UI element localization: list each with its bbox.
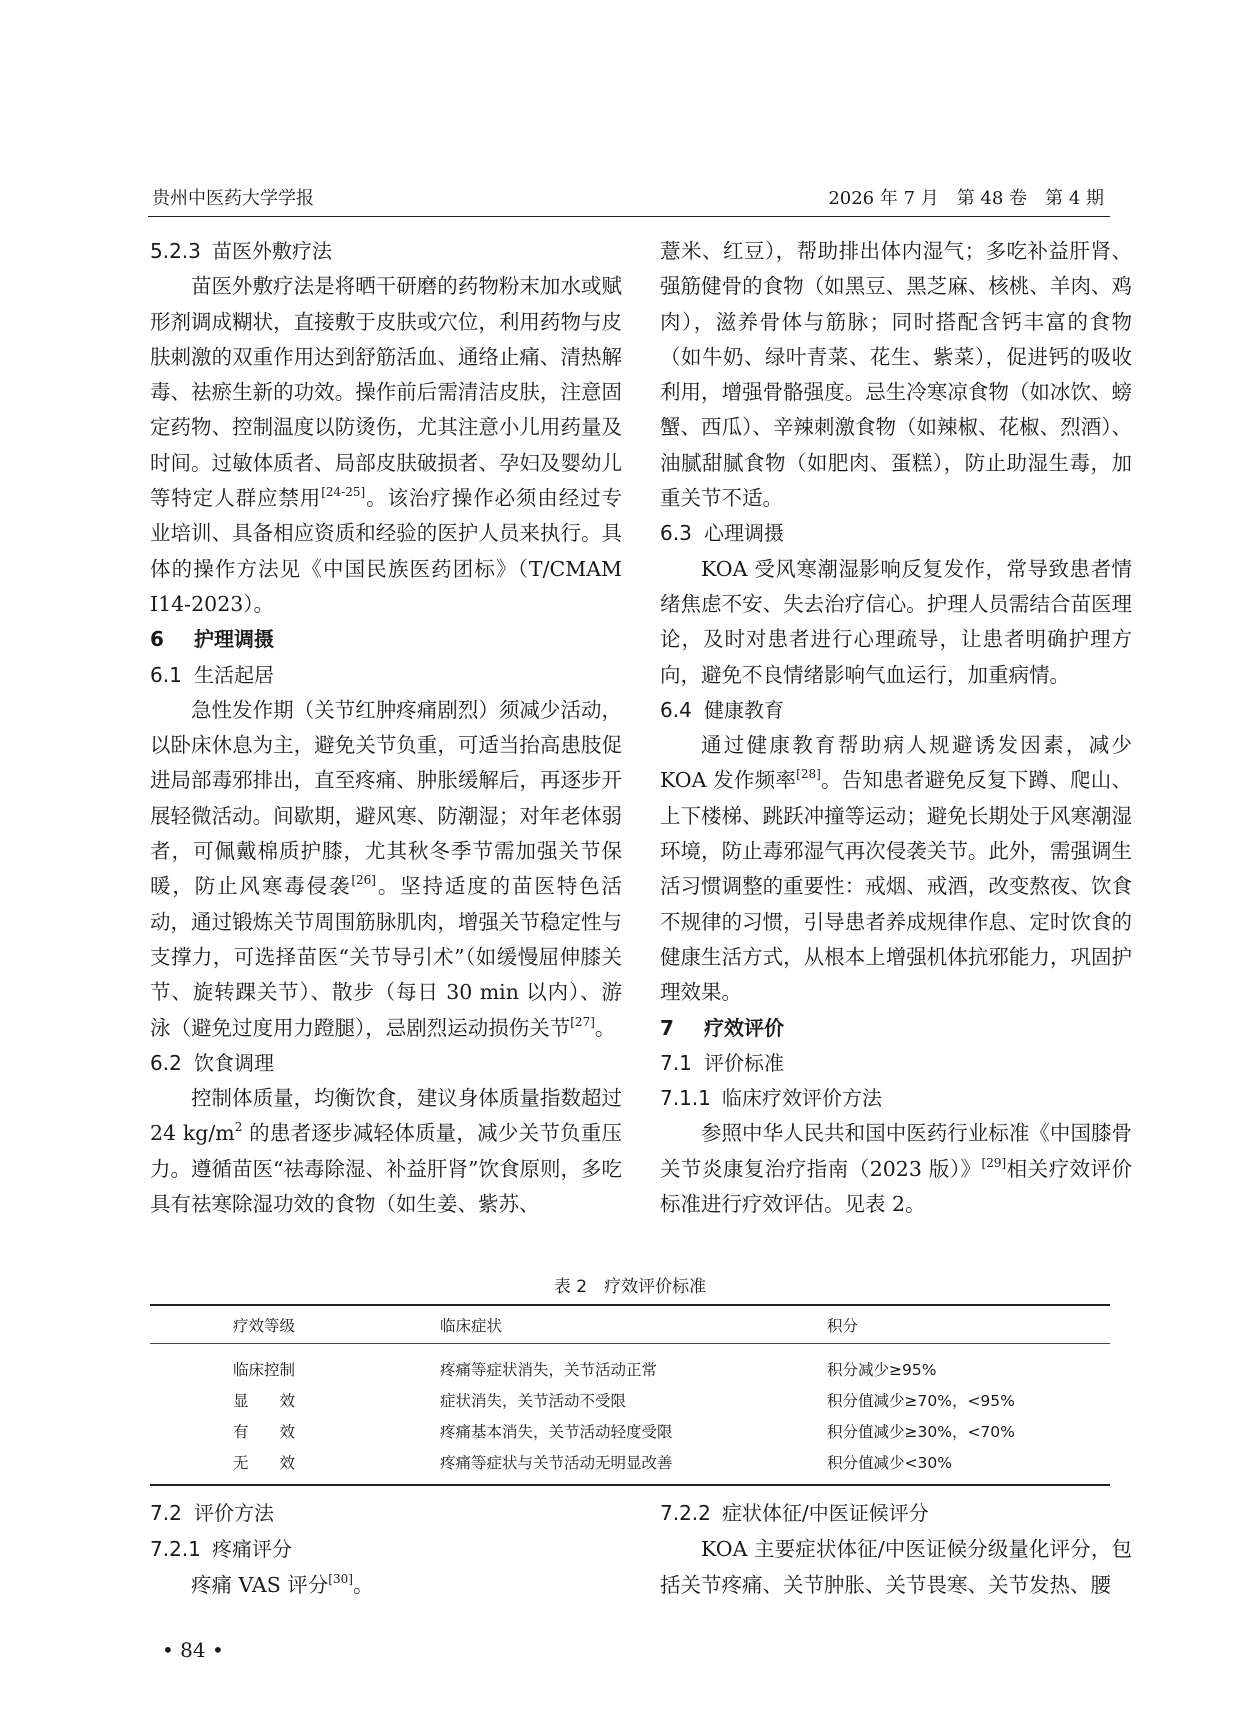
heading-6: 6 护理调摄 xyxy=(150,627,274,652)
heading-5-2-3: 5.2.3 苗医外敷疗法 xyxy=(150,239,332,263)
heading-7-1-1: 7.1.1 临床疗效评价方法 xyxy=(660,1086,882,1111)
heading-7-1: 7.1 评价标准 xyxy=(660,1050,784,1075)
heading-7-2-1: 7.2.1 疼痛评分 xyxy=(150,1537,292,1561)
citation: [24-25] xyxy=(321,485,366,500)
table-row xyxy=(150,1344,1110,1385)
efficacy-table xyxy=(150,1304,1110,1486)
table-row xyxy=(150,1415,1110,1446)
heading-7-2-2: 7.2.2 症状体征/中医证候评分 xyxy=(660,1501,929,1525)
paragraph-health-education: 通过健康教育帮助病人规避诱发因素，减少 KOA 发作频率[28]。告知患者避免反复下蹲、爬山、上下楼梯、跳跃冲撞等运动；避免长期处于风寒潮湿环境，防止毒邪湿气再次侵袭关节。此外，需强调生活习惯调整的重要性：戒烟、戒酒，改变熬夜、饮食不规律的习惯，引导患者养成规律作息、定时饮食的健康生活方式，从根本上增强机体抗邪能力，巩固护理效果。 xyxy=(660,733,1132,1005)
table-header-row xyxy=(150,1305,1110,1344)
paragraph-pain-score: 疼痛 VAS 评分[30]。 xyxy=(191,1572,374,1597)
table-cell: 疼痛等症状消失，关节活动正常 xyxy=(440,1360,658,1379)
right-column xyxy=(660,234,1132,1222)
heading-7-2: 7.2 评价方法 xyxy=(150,1501,274,1525)
paragraph-daily-life: 急性发作期（关节红肿疼痛剧烈）须减少活动，以卧床休息为主，避免关节负重，可适当抬高患肢促进局部毒邪排出，直至疼痛、肿胀缓解后，再逐步开展轻微活动。间歇期，避风寒、防潮湿；对年老体弱者，可佩戴棉质护膝，尤其秋冬季节需加强关节保暖，防止风寒毒侵袭[26]。坚持适度的苗医特色活动，通过锻炼关节周围筋脉肌肉，增强关节稳定性与支撑力，可选择苗医“关节导引术”（如缓慢屈伸膝关节、旋转踝关节）、散步（每日 30 min 以内）、游泳（避免过度用力蹬腿），忌剧烈运动损伤关节[27]。 xyxy=(150,697,623,1040)
paragraph-psychology: KOA 受风寒潮湿影响反复发作，常导致患者情绪焦虑不安、失去治疗信心。护理人员需结合苗医理论，及时对患者进行心理疏导，让患者明确护理方向，避免不良情绪影响气血运行，加重病情。 xyxy=(660,556,1132,687)
journal-name: 贵州中医药大学学报 xyxy=(152,188,314,209)
table-cell: 临床控制 xyxy=(233,1360,296,1379)
table-row xyxy=(150,1384,1110,1415)
paragraph-evaluation-reference: 参照中华人民共和国中医药行业标准《中国膝骨关节炎康复治疗指南（2023 版）》[29]相关疗效评价标准进行疗效评估。见表 2。 xyxy=(660,1121,1133,1217)
table-cell: 积分值减少≥30%，<70% xyxy=(827,1422,1015,1441)
table-cell: 无 效 xyxy=(233,1453,296,1472)
paragraph-symptom-score: KOA 主要症状体征/中医证候分级量化评分，包括关节疼痛、关节肿胀、关节畏寒、关节发热、腰 xyxy=(660,1537,1132,1597)
heading-6-3: 6.3 心理调摄 xyxy=(660,521,784,546)
column-header: 临床症状 xyxy=(440,1316,503,1335)
table-cell: 有 效 xyxy=(233,1422,296,1441)
table-cell: 积分减少≥95% xyxy=(827,1360,937,1379)
paragraph-diet-continued: 薏米、红豆），帮助排出体内湿气；多吃补益肝肾、强筋健骨的食物（如黑豆、黑芝麻、核桃、羊肉、鸡肉），滋养骨体与筋脉；同时搭配含钙丰富的食物（如牛奶、绿叶青菜、花生、紫菜），促进钙的吸收利用，增强骨骼强度。忌生冷寒凉食物（如冰饮、螃蟹、西瓜）、辛辣刺激食物（如辣椒、花椒、烈酒）、油腻甜腻食物（如肥肉、蛋糕），防止助湿生毒，加重关节不适。 xyxy=(660,239,1132,511)
paragraph-external-application: 苗医外敷疗法是将晒干研磨的药物粉末加水或赋形剂调成糊状，直接敷于皮肤或穴位，利用药物与皮肤刺激的双重作用达到舒筋活血、通络止痛、清热解毒、祛瘀生新的功效。操作前后需清洁皮肤，注意固定药物、控制温度以防烫伤，尤其注意小儿用药量及时间。过敏体质者、局部皮肤破损者、孕妇及婴幼儿等特定人群应禁用[24-25]。该治疗操作必须由经过专业培训、具备相应资质和经验的医护人员来执行。具体的操作方法见《中国民族医药团标》（T/CMAM I14-2023）。 xyxy=(150,274,623,616)
left-column xyxy=(150,234,622,1222)
citation: [26] xyxy=(351,873,376,888)
table-cell: 疼痛基本消失，关节活动轻度受限 xyxy=(440,1422,673,1441)
column-header: 积分 xyxy=(827,1316,859,1335)
citation: [30] xyxy=(328,1572,353,1586)
page-number: • 84 • xyxy=(162,1638,224,1662)
citation: [27] xyxy=(570,1014,595,1029)
citation: [29] xyxy=(981,1155,1007,1170)
heading-7: 7 疗效评价 xyxy=(660,1015,784,1040)
bottom-left-column xyxy=(150,1495,622,1603)
paragraph-diet: 控制体质量，均衡饮食，建议身体质量指数超过 24 $kg/m^2$ 的患者逐步减轻体质量，减少关节负重压力。遵循苗医“祛毒除湿、补益肝肾”饮食原则，多吃具有祛寒除湿功效的食物（如生姜、紫苏、 xyxy=(150,1086,623,1217)
table-cell: 症状消失，关节活动不受限 xyxy=(440,1391,627,1410)
heading-6-2: 6.2 饮食调理 xyxy=(150,1050,274,1075)
issue-info: 2026 年 7 月 第 48 卷 第 4 期 xyxy=(828,188,1104,209)
table-cell: 疼痛等症状与关节活动无明显改善 xyxy=(440,1453,673,1472)
bottom-right-column xyxy=(660,1495,1132,1603)
table-2 xyxy=(150,1270,1110,1486)
table-cell: 积分值减少<30% xyxy=(827,1453,952,1472)
citation: [28] xyxy=(796,767,821,782)
column-header: 疗效等级 xyxy=(233,1316,296,1335)
table-caption: 表 2 疗效评价标准 xyxy=(553,1277,707,1297)
table-cell: 显 效 xyxy=(233,1391,296,1410)
heading-6-1: 6.1 生活起居 xyxy=(150,662,274,687)
heading-6-4: 6.4 健康教育 xyxy=(660,697,784,722)
table-cell: 积分值减少≥70%，<95% xyxy=(827,1391,1015,1410)
running-header xyxy=(148,182,1110,217)
table-row xyxy=(150,1446,1110,1485)
